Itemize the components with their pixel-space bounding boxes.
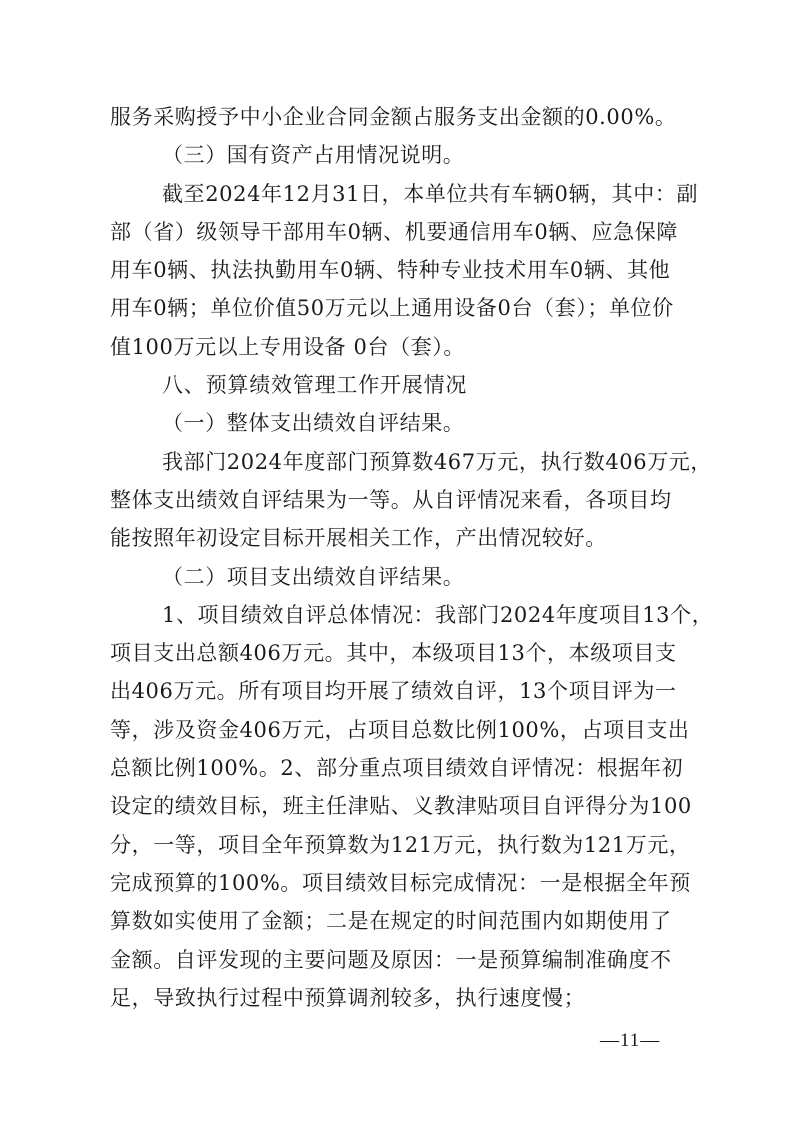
text-line: 用车0辆；单位价值50万元以上通用设备0台（套）；单位价 <box>110 296 674 321</box>
section-subheading: （二）项目支出绩效自评结果。 <box>162 564 465 589</box>
section-subheading: （一）整体支出绩效自评结果。 <box>162 411 465 436</box>
text-line: 部（省）级领导干部用车0辆、机要通信用车0辆、应急保障 <box>110 219 678 244</box>
section-heading: 八、预算绩效管理工作开展情况 <box>162 373 468 398</box>
text-line: 服务采购授予中小企业合同金额占服务支出金额的0.00%。 <box>110 105 677 129</box>
text-line: 足，导致执行过程中预算调剂较多，执行速度慢； <box>110 985 586 1010</box>
text-line: 值100万元以上专用设备 0台（套）。 <box>110 334 466 359</box>
text-line: 完成预算的100%。项目绩效目标完成情况：一是根据全年预 <box>110 870 691 895</box>
text-line: 整体支出绩效自评结果为一等。从自评情况来看，各项目均 <box>110 487 672 512</box>
text-line: 项目支出总额406万元。其中，本级项目13个，本级项目支 <box>110 641 677 666</box>
text-line: 等，涉及资金406万元，占项目总数比例100%，占项目支出 <box>110 717 690 742</box>
text-line: 截至2024年12月31日，本单位共有车辆0辆，其中：副 <box>162 181 699 206</box>
text-line: 能按照年初设定目标开展相关工作，产出情况较好。 <box>110 526 607 551</box>
text-line: 算数如实使用了金额；二是在规定的时间范围内如期使用了 <box>110 909 672 934</box>
text-line: 总额比例100%。2、部分重点项目绩效自评情况：根据年初 <box>110 756 684 781</box>
text-line: 出406万元。所有项目均开展了绩效自评，13个项目评为一 <box>110 679 677 704</box>
text-line: 设定的绩效目标，班主任津贴、义教津贴项目自评得分为100 <box>110 794 692 819</box>
text-line: 我部门2024年度部门预算数467万元，执行数406万元， <box>162 449 713 474</box>
section-subheading: （三）国有资产占用情况说明。 <box>162 143 465 168</box>
text-line: 金额。自评发现的主要问题及原因：一是预算编制准确度不 <box>110 947 672 972</box>
text-line: 分，一等，项目全年预算数为121万元，执行数为121万元， <box>110 832 691 857</box>
text-line: 用车0辆、执法执勤用车0辆、特种专业技术用车0辆、其他 <box>110 258 671 283</box>
page-number: —11— <box>600 1030 661 1051</box>
document-body <box>110 98 714 1017</box>
text-line: 1、项目绩效自评总体情况：我部门2024年度项目13个， <box>162 602 714 627</box>
